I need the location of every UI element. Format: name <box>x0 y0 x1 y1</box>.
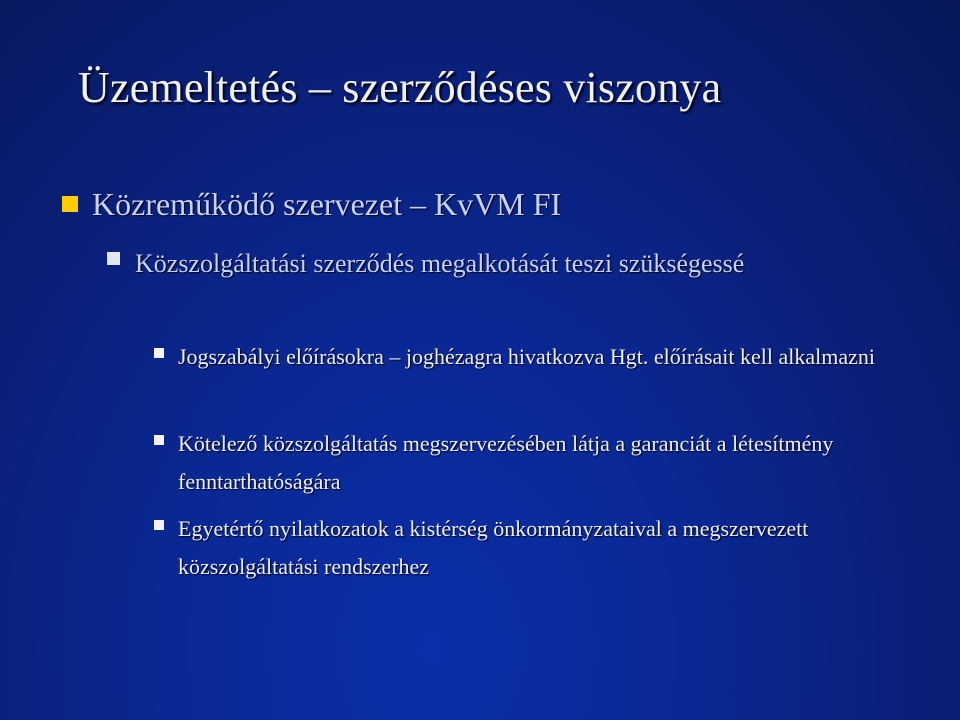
bullet-level3-text: Egyetértő nyilatkozatok a kistérség önkormányzataival a megszervezett közszolgáltatási rendszerhez <box>178 516 809 579</box>
bullet-level1-text: Közreműködő szervezet – KvVM FI <box>92 186 562 222</box>
square-bullet-icon <box>62 196 78 212</box>
bullet-level3-text: Jogszabályi előírásokra – joghézagra hivatkozva Hgt. előírásait kell alkalmazni <box>178 344 876 369</box>
bullet-level3-text: Kötelező közszolgáltatás megszervezésében látja a garanciát a létesítmény fenntarthatóságára <box>178 431 834 494</box>
bullet-level1 <box>92 186 561 223</box>
square-bullet-icon <box>154 348 164 358</box>
slide-title: Üzemeltetés – szerződéses viszonya <box>78 63 722 112</box>
bullet-level3-item <box>178 425 918 501</box>
bullet-level2 <box>135 244 915 283</box>
bullet-level3-item <box>178 338 918 376</box>
bullet-level2-text: Közszolgáltatási szerződés megalkotását teszi szükségessé <box>135 249 745 278</box>
square-bullet-icon <box>107 252 120 265</box>
bullet-level3-item <box>178 510 918 586</box>
square-bullet-icon <box>154 520 164 530</box>
square-bullet-icon <box>154 435 164 445</box>
